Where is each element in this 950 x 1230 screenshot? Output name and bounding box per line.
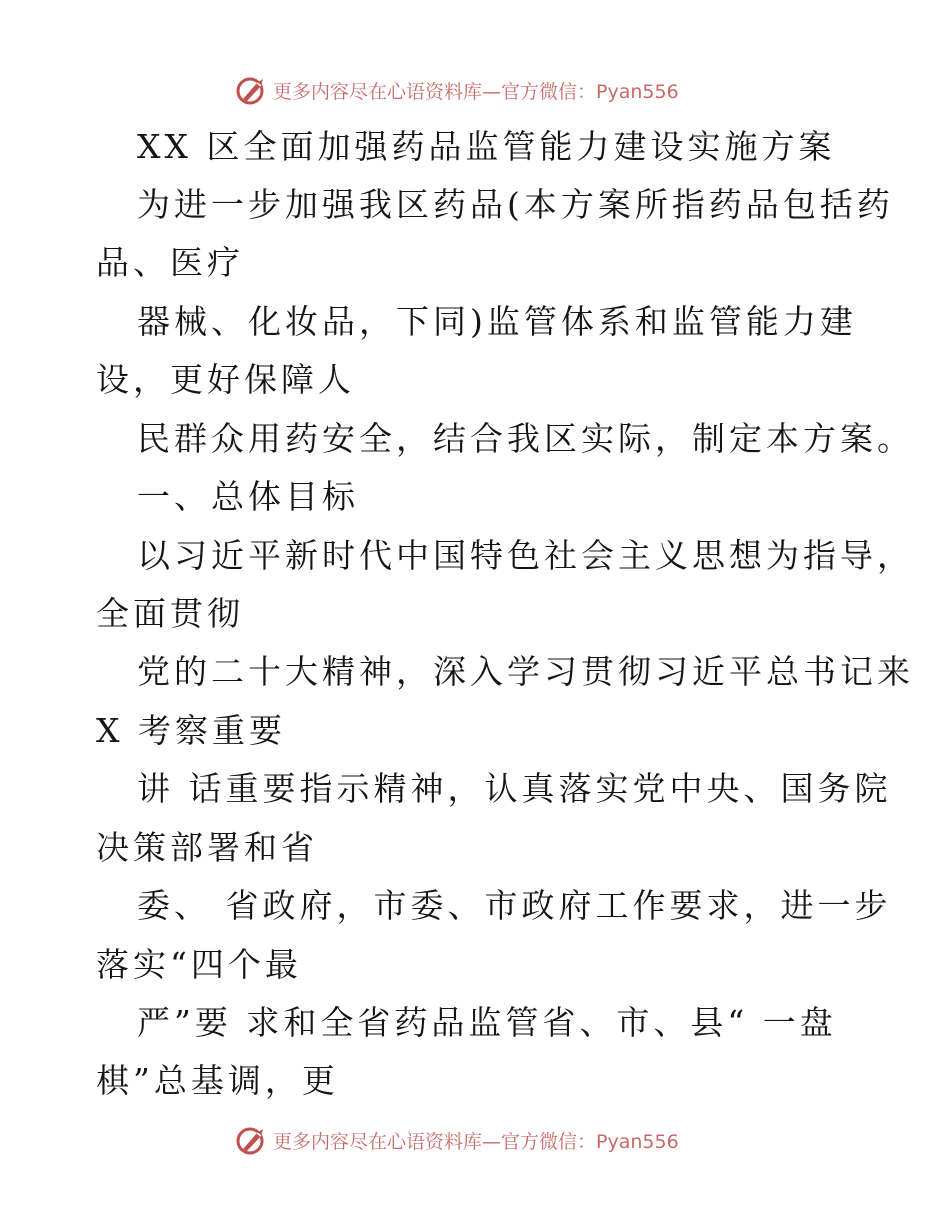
- paragraph-line: 设，更好保障人: [96, 360, 355, 399]
- paragraph-line: 全面贯彻: [96, 594, 244, 633]
- paragraph-line: 委、 省政府，市委、市政府工作要求，进一步: [137, 886, 892, 925]
- paragraph-line: 民群众用药安全，结合我区实际，制定本方案。: [137, 419, 914, 458]
- paragraph-line: 器械、化妆品，下同)监管体系和监管能力建: [137, 302, 857, 341]
- pen-nib-logo-icon: [235, 1123, 269, 1157]
- paragraph-line: 严”要 求和全省药品监管省、市、县“ 一盘: [137, 1003, 837, 1042]
- paragraph-line: 以习近平新时代中国特色社会主义思想为指导，: [137, 536, 914, 575]
- paragraph-line: 落实“四个最: [96, 945, 302, 984]
- footer-watermark: [235, 1122, 715, 1158]
- paragraph-line: 党的二十大精神，深入学习贯彻习近平总书记来: [137, 652, 914, 691]
- paragraph-line: 讲 话重要指示精神，认真落实党中央、国务院: [137, 769, 892, 808]
- watermark-text: 更多内容尽在心语资料库—官方微信：Pyan556: [273, 80, 679, 103]
- paragraph-line: 为进一步加强我区药品(本方案所指药品包括药: [137, 185, 894, 224]
- paragraph-line: 决策部署和省: [96, 828, 318, 867]
- paragraph-line: 棋”总基调，更: [96, 1061, 339, 1100]
- paragraph-line: X 考察重要: [96, 711, 286, 750]
- paragraph-line: 品、医疗: [96, 243, 244, 282]
- document-title: XX 区全面加强药品监管能力建设实施方案: [137, 127, 836, 166]
- section-heading: 一、总体目标: [137, 477, 359, 516]
- watermark-text: 更多内容尽在心语资料库—官方微信：Pyan556: [273, 1130, 679, 1153]
